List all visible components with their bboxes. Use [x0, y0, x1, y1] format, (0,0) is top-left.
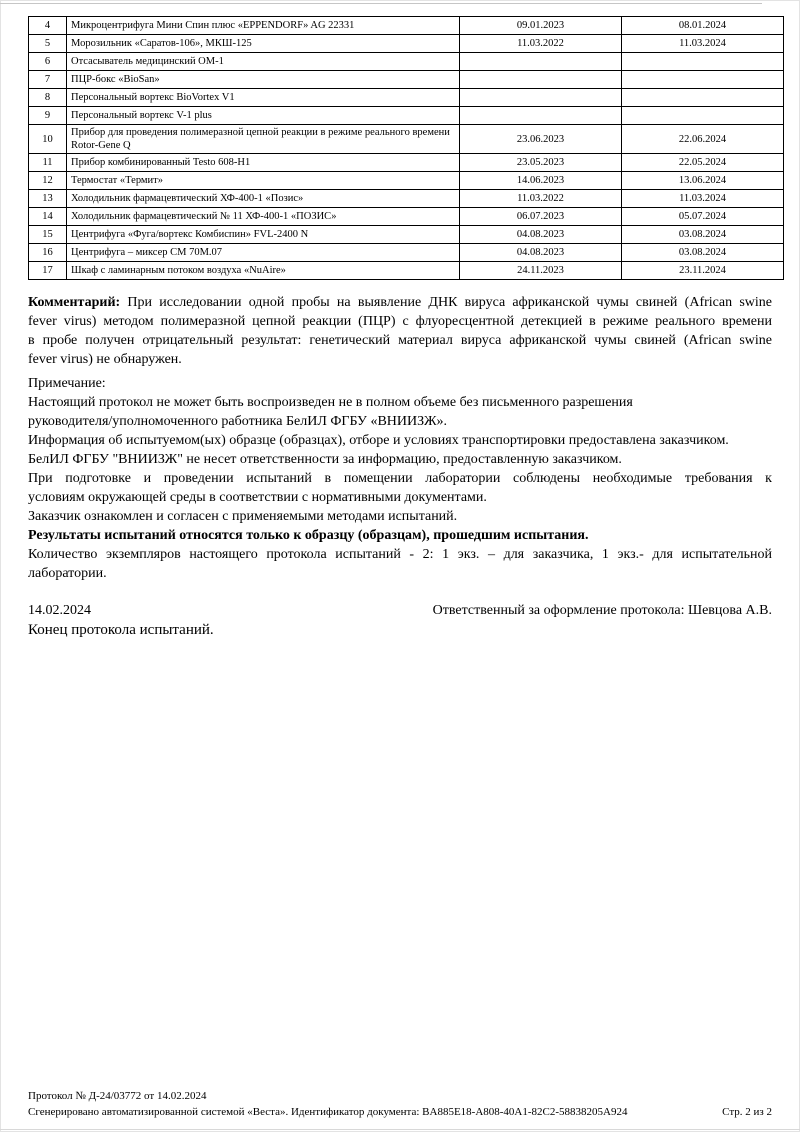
table-row [29, 107, 784, 125]
copies-line: лаборатории. [28, 566, 107, 581]
table-row [29, 262, 784, 280]
scan-edge-top [0, 3, 762, 4]
end-of-protocol: Конец протокола испытаний. [28, 622, 214, 638]
row-number-cell: 13 [29, 190, 67, 208]
note-line: БелИЛ ФГБУ "ВНИИЗЖ" не несет ответственности за информацию, предоставленную заказчиком. [28, 452, 622, 467]
valid-until-cell: 03.08.2024 [622, 244, 784, 262]
verification-date-cell: 09.01.2023 [460, 17, 622, 35]
note-line: руководителя/уполномоченного работника БелИЛ ФГБУ «ВНИИЗЖ». [28, 414, 447, 429]
equipment-name-cell: Морозильник «Саратов-106», МКШ-125 [67, 35, 460, 53]
valid-until-cell [622, 71, 784, 89]
verification-date-cell: 04.08.2023 [460, 244, 622, 262]
equipment-name-cell: Холодильник фармацевтический № 11 ХФ-400-1 «ПОЗИС» [67, 208, 460, 226]
table-row [29, 226, 784, 244]
note-line: Заказчик ознакомлен и согласен с применяемыми методами испытаний. [28, 509, 458, 524]
scan-edge-bottom [0, 1129, 800, 1130]
notes-heading: Примечание: [28, 376, 106, 391]
table-row [29, 244, 784, 262]
row-number-cell: 16 [29, 244, 67, 262]
row-number-cell: 15 [29, 226, 67, 244]
equipment-name-cell: Центрифуга – миксер СМ 70М.07 [67, 244, 460, 262]
results-statement: Результаты испытаний относятся только к образцу (образцам), прошедшим испытания. [28, 528, 589, 543]
equipment-table [28, 16, 784, 280]
verification-date-cell [460, 89, 622, 107]
note-line: При подготовке и проведении испытаний в помещении лаборатории соблюдены необходимые требования к [28, 471, 772, 486]
verification-date-cell: 04.08.2023 [460, 226, 622, 244]
valid-until-cell: 13.06.2024 [622, 172, 784, 190]
equipment-name-cell: Термостат «Термит» [67, 172, 460, 190]
note-line: условиям окружающей среды в соответствии с нормативными документами. [28, 490, 487, 505]
row-number-cell: 11 [29, 154, 67, 172]
verification-date-cell: 24.11.2023 [460, 262, 622, 280]
comment-line [28, 293, 772, 312]
table-row [29, 190, 784, 208]
footer-second-row [28, 1104, 772, 1120]
valid-until-cell: 03.08.2024 [622, 226, 784, 244]
row-number-cell: 10 [29, 125, 67, 154]
row-number-cell: 4 [29, 17, 67, 35]
table-row [29, 17, 784, 35]
valid-until-cell: 05.07.2024 [622, 208, 784, 226]
table-row [29, 35, 784, 53]
verification-date-cell [460, 107, 622, 125]
comment-line: fever virus) методом полимеразной цепной реакции (ПЦР) с флуоресцентной детекцией в режиме реального времени [28, 314, 772, 329]
table-row [29, 53, 784, 71]
valid-until-cell: 08.01.2024 [622, 17, 784, 35]
page-footer [28, 1088, 772, 1120]
valid-until-cell: 22.06.2024 [622, 125, 784, 154]
table-row [29, 71, 784, 89]
equipment-name-cell: Прибор для проведения полимеразной цепной реакции в режиме реального времени Rotor-Gene Q [67, 125, 460, 154]
row-number-cell: 6 [29, 53, 67, 71]
equipment-name-cell: Центрифуга «Фуга/вортекс Комбиспин» FVL-2400 N [67, 226, 460, 244]
row-number-cell: 14 [29, 208, 67, 226]
equipment-table-body [29, 17, 784, 280]
valid-until-cell: 11.03.2024 [622, 35, 784, 53]
table-row [29, 172, 784, 190]
comment-line: в пробе получен отрицательный результат: генетический материал вируса африканской чумы свиней (African swine [28, 333, 772, 348]
equipment-name-cell: Отсасыватель медицинский ОМ-1 [67, 53, 460, 71]
footer-protocol-number: Протокол № Д-24/03772 от 14.02.2024 [28, 1090, 207, 1102]
valid-until-cell [622, 107, 784, 125]
footer-page-number: Стр. 2 из 2 [722, 1106, 772, 1118]
row-number-cell: 7 [29, 71, 67, 89]
equipment-name-cell: Шкаф с ламинарным потоком воздуха «NuAire» [67, 262, 460, 280]
verification-date-cell [460, 53, 622, 71]
verification-date-cell [460, 71, 622, 89]
verification-date-cell: 11.03.2022 [460, 35, 622, 53]
equipment-name-cell: Микроцентрифуга Мини Спин плюс «EPPENDORF» AG 22331 [67, 17, 460, 35]
equipment-name-cell: Персональный вортекс BioVortex V1 [67, 89, 460, 107]
verification-date-cell: 23.06.2023 [460, 125, 622, 154]
table-row [29, 208, 784, 226]
row-number-cell: 8 [29, 89, 67, 107]
table-row [29, 125, 784, 154]
comment-text: При исследовании одной пробы на выявление ДНК вируса африканской чумы свиней (African swine [127, 295, 772, 310]
comment-line: fever virus) не обнаружен. [28, 352, 182, 367]
table-row [29, 89, 784, 107]
row-number-cell: 5 [29, 35, 67, 53]
equipment-name-cell: ПЦР-бокс «BioSan» [67, 71, 460, 89]
comment-section [28, 293, 772, 369]
valid-until-cell [622, 89, 784, 107]
equipment-name-cell: Холодильник фармацевтический ХФ-400-1 «Позис» [67, 190, 460, 208]
valid-until-cell: 23.11.2024 [622, 262, 784, 280]
valid-until-cell: 11.03.2024 [622, 190, 784, 208]
row-number-cell: 17 [29, 262, 67, 280]
row-number-cell: 9 [29, 107, 67, 125]
footer-generated-info: Сгенерировано автоматизированной системой «Веста». Идентификатор документа: BA885E18-A808-40A1-82C2-58838205A924 [28, 1106, 628, 1118]
signature-row [28, 601, 772, 620]
verification-date-cell: 06.07.2023 [460, 208, 622, 226]
verification-date-cell: 11.03.2022 [460, 190, 622, 208]
table-row [29, 154, 784, 172]
note-line: Информация об испытуемом(ых) образце (образцах), отборе и условиях транспортировки предоставлена заказчиком. [28, 433, 729, 448]
verification-date-cell: 14.06.2023 [460, 172, 622, 190]
equipment-name-cell: Персональный вортекс V-1 plus [67, 107, 460, 125]
verification-date-cell: 23.05.2023 [460, 154, 622, 172]
note-line: Настоящий протокол не может быть воспроизведен не в полном объеме без письменного разрешения [28, 395, 633, 410]
responsible-person: Ответственный за оформление протокола: Шевцова А.В. [432, 603, 772, 618]
notes-section [28, 374, 772, 583]
copies-line: Количество экземпляров настоящего протокола испытаний - 2: 1 экз. – для заказчика, 1 экз.- для испытательной [28, 547, 772, 562]
valid-until-cell [622, 53, 784, 71]
row-number-cell: 12 [29, 172, 67, 190]
equipment-name-cell: Прибор комбинированный Testo 608-H1 [67, 154, 460, 172]
valid-until-cell: 22.05.2024 [622, 154, 784, 172]
comment-label: Комментарий: [28, 295, 121, 310]
protocol-date: 14.02.2024 [28, 603, 91, 618]
